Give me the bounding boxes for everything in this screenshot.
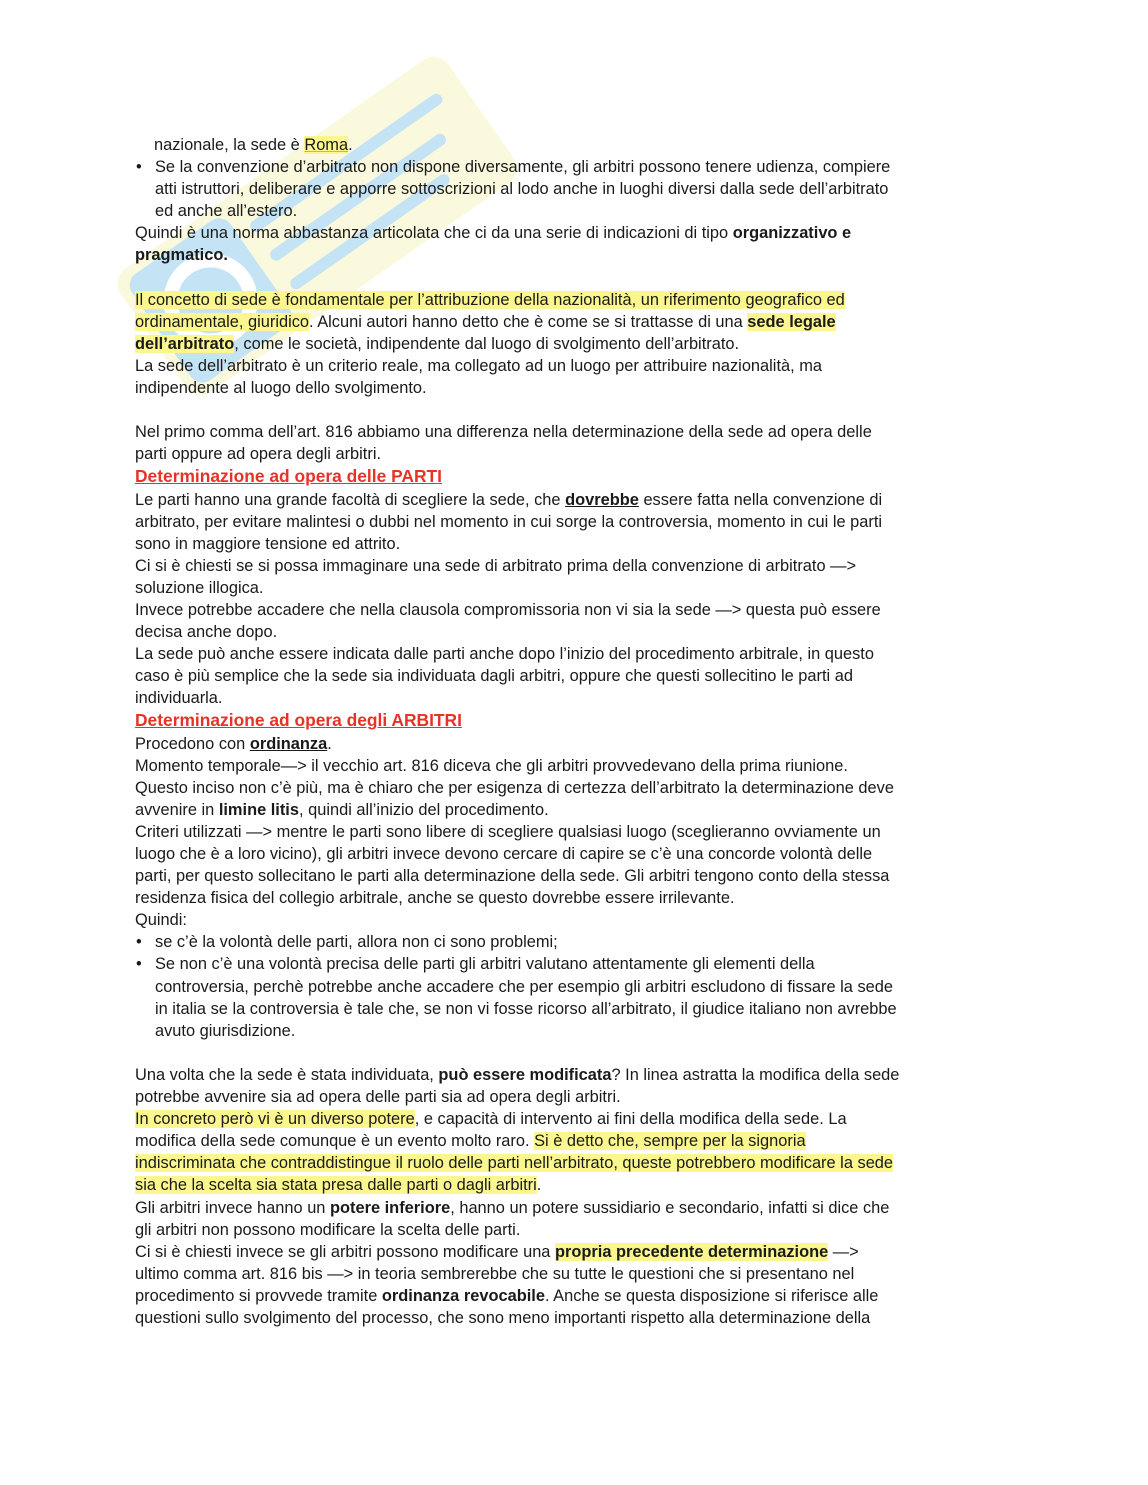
text-line: nazionale, la sede è Roma. — [154, 136, 353, 154]
bullet-icon: • — [136, 933, 142, 952]
text-line: dell’arbitrato, come le società, indipendente dal luogo di svolgimento dell’arbitrato. — [135, 334, 740, 353]
link-roma[interactable]: Roma — [304, 136, 349, 154]
text-line: parti, per questo sollecitano le parti alla determinazione della sede. Gli arbitri tengono conto della stessa — [135, 867, 890, 886]
text-line: questioni sullo svolgimento del processo, che sono meno importanti rispetto alla determinazione della — [135, 1308, 871, 1327]
text-line: La sede dell’arbitrato è un criterio reale, ma collegato ad un luogo per attribuire nazionalità, ma — [135, 356, 822, 375]
text-line: ultimo comma art. 816 bis —> in teoria sembrerebbe che su tutte le questioni che si presentano nel — [135, 1264, 855, 1283]
document-page — [135, 134, 1015, 1329]
text-line: Gli arbitri invece hanno un potere inferiore, hanno un potere sussidiario e secondario, infatti si dice che — [135, 1198, 890, 1217]
text-line: indiscriminata che contraddistingue il ruolo delle parti nell’arbitrato, queste potrebbero modificare la sede — [135, 1154, 894, 1173]
bullet-icon: • — [136, 158, 142, 177]
text-line: ordinamentale, giuridico. Alcuni autori hanno detto che è come se si trattasse di una sede legale — [135, 312, 836, 331]
text-line: soluzione illogica. — [135, 578, 264, 597]
bullet-item: • se c’è la volontà delle parti, allora non ci sono problemi; — [135, 931, 1015, 953]
text-line: sono in maggiore tensione ed attrito. — [135, 534, 401, 553]
text-line: Momento temporale—> il vecchio art. 816 diceva che gli arbitri provvedevano della prima riunione. — [135, 756, 848, 775]
text-line: Una volta che la sede è stata individuata, può essere modificata? In linea astratta la modifica della sede — [135, 1065, 900, 1084]
text-line: Criteri utilizzati —> mentre le parti sono libere di scegliere qualsiasi luogo (sceglieranno ovviamente un — [135, 822, 881, 841]
text-line: Ci si è chiesti se si possa immaginare una sede di arbitrato prima della convenzione di arbitrato —> — [135, 556, 857, 575]
section-heading-arbitri: Determinazione ad opera degli ARBITRI — [135, 710, 462, 731]
text-line: potrebbe avvenire sia ad opera delle parti sia ad opera degli arbitri. — [135, 1088, 621, 1107]
bullet-item: • Se non c’è una volontà precisa delle parti gli arbitri valutano attentamente gli elementi della controversia, perchè potrebbe anche accadere che per esempio gli arbitri escludono di fissare la sede in italia se la controversia è tale che, se non vi fosse ricorso all’arbitrato, il giudice italiano non avrebbe avuto giurisdizione. — [135, 953, 1015, 1041]
text-line: caso è più semplice che la sede sia individuata dagli arbitri, oppure che questi sollecitino le parti ad — [135, 667, 853, 686]
text-line: Nel primo comma dell’art. 816 abbiamo una differenza nella determinazione della sede ad opera delle — [135, 423, 872, 442]
text-line: sia che la scelta sia stata presa dalle parti o dagli arbitri. — [135, 1176, 542, 1195]
text-line: Quindi: — [135, 911, 187, 930]
text-line: Le parti hanno una grande facoltà di scegliere la sede, che dovrebbe essere fatta nella convenzione di — [135, 490, 883, 509]
bullet-icon: • — [136, 955, 142, 974]
text-line: gli arbitri non possono modificare la scelta delle parti. — [135, 1220, 521, 1239]
text-line: Quindi è una norma abbastanza articolata che ci da una serie di indicazioni di tipo organizzativo e — [135, 224, 852, 243]
text-line: avvenire in limine litis, quindi all’inizio del procedimento. — [135, 800, 549, 819]
text-line: Questo inciso non c’è più, ma è chiaro che per esigenza di certezza dell’arbitrato la determinazione deve — [135, 778, 894, 797]
section-heading-parti: Determinazione ad opera delle PARTI — [135, 466, 442, 487]
text-line: arbitrato, per evitare malintesi o dubbi nel momento in cui sorge la controversia, momento in cui le parti — [135, 512, 883, 531]
text-line: decisa anche dopo. — [135, 623, 278, 642]
text-line: Ci si è chiesti invece se gli arbitri possono modificare una propria precedente determinazione —> — [135, 1242, 859, 1261]
text-line: residenza fisica del collegio arbitrale, anche se questo dovrebbe essere irrilevante. — [135, 889, 735, 908]
text-line: luogo che è a loro vicino), gli arbitri invece devono cercare di capire se c’è una concorde volontà delle — [135, 845, 873, 863]
text-line: parti oppure ad opera degli arbitri. — [135, 445, 382, 464]
text-line: Il concetto di sede è fondamentale per l’attribuzione della nazionalità, un riferimento geografico ed — [135, 290, 845, 309]
bullet-item: • Se la convenzione d’arbitrato non dispone diversamente, gli arbitri possono tenere udienza, compiere atti istruttori, deliberare e apporre sottoscrizioni al lodo anche in luoghi diversi dalla sede dell’arbitrato ed anche all’estero. — [135, 156, 1015, 222]
text-line: modifica della sede comunque è un evento molto raro. Si è detto che, sempre per la signoria — [135, 1132, 806, 1151]
text-line: procedimento si provvede tramite ordinanza revocabile. Anche se questa disposizione si riferisce alle — [135, 1286, 879, 1305]
text-line: Procedono con ordinanza. — [135, 734, 332, 753]
text-line: In concreto però vi è un diverso potere, e capacità di intervento ai fini della modifica della sede. La — [135, 1110, 847, 1129]
text-line: individuarla. — [135, 689, 223, 708]
text-line: indipendente al luogo dello svolgimento. — [135, 379, 427, 398]
text-line: pragmatico. — [135, 246, 228, 265]
text-line: La sede può anche essere indicata dalle parti anche dopo l’inizio del procedimento arbitrale, in questo — [135, 645, 874, 664]
text-line: Invece potrebbe accadere che nella clausola compromissoria non vi sia la sede —> questa può essere — [135, 600, 881, 619]
